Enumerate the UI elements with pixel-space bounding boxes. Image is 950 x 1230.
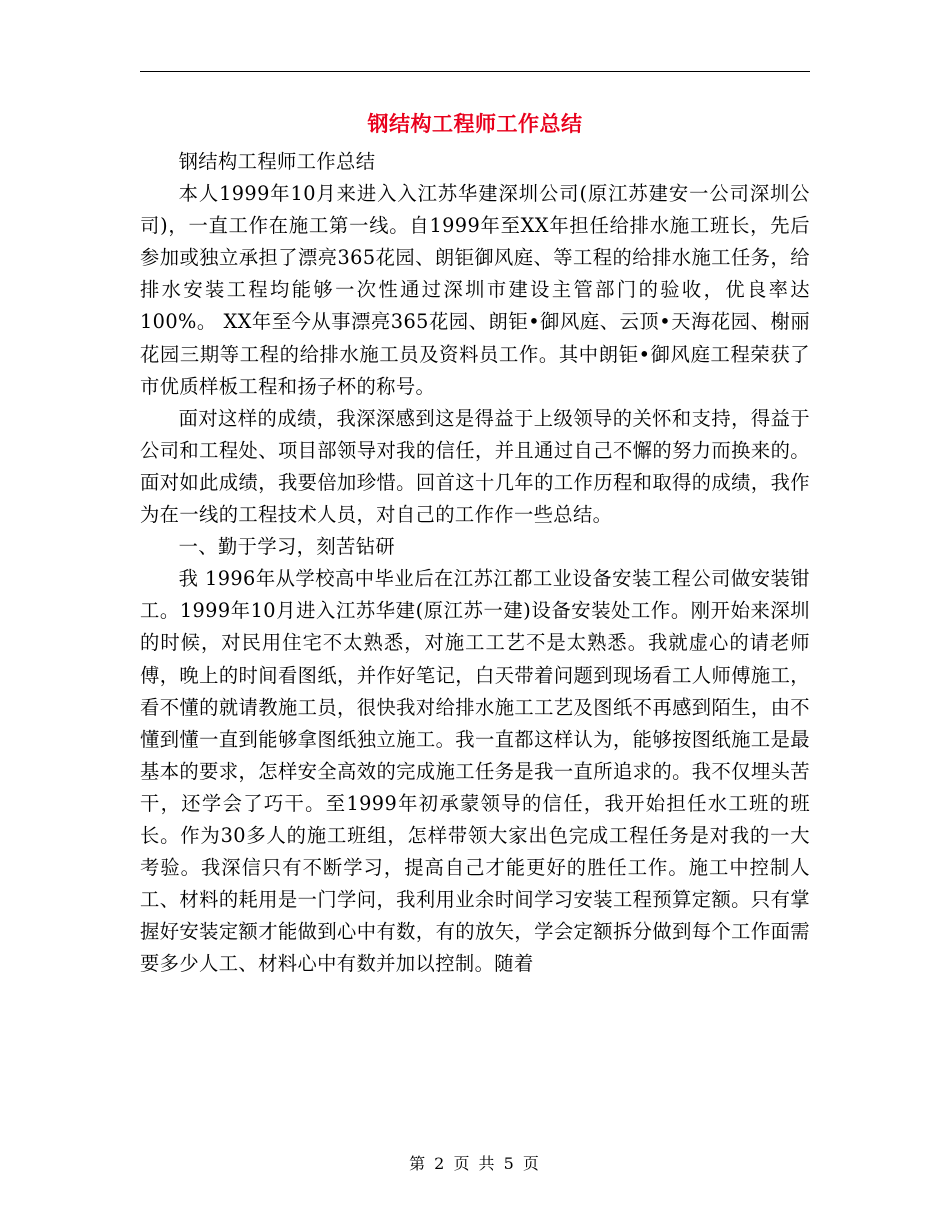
document-body — [140, 146, 810, 980]
paragraph-intro: 本人1999年10月来进入入江苏华建深圳公司(原江苏建安一公司深圳公司)，一直工作在施工第一线。自1999年至XX年担任给排水施工班长，先后参加或独立承担了漂亮365花园、朗钜御风庭、等工程的给排水施工任务，给排水安装工程均能够一次性通过深圳市建设主管部门的验收，优良率达100%。 XX年至今从事漂亮365花园、朗钜•御风庭、云顶•天海花园、榭丽花园三期等工程的给排水施工员及资料员工作。其中朗钜•御风庭工程荣获了市优质样板工程和扬子杯的称号。 — [140, 182, 810, 398]
paragraph-subtitle: 钢结构工程师工作总结 — [178, 150, 376, 173]
header-rule — [140, 71, 810, 72]
paragraph-achievements: 面对这样的成绩，我深深感到这是得益于上级领导的关怀和支持，得益于公司和工程处、项目部领导对我的信任，并且通过自己不懈的努力而换来的。面对如此成绩，我要倍加珍惜。回首这十几年的工作历程和取得的成绩，我作为在一线的工程技术人员，对自己的工作作一些总结。 — [140, 406, 810, 527]
page-number-footer: 第 2 页 共 5 页 — [409, 1154, 541, 1173]
paragraph-study: 我 1996年从学校高中毕业后在江苏江都工业设备安装工程公司做安装钳工。1999年10月进入江苏华建(原江苏一建)设备安装处工作。刚开始来深圳的时候，对民用住宅不太熟悉，对施工工艺不是太熟悉。我就虚心的请老师傅，晚上的时间看图纸，并作好笔记，白天带着问题到现场看工人师傅施工，看不懂的就请教施工员，很快我对给排水施工工艺及图纸不再感到陌生，由不懂到懂一直到能够拿图纸独立施工。我一直都这样认为，能够按图纸施工是最基本的要求，怎样安全高效的完成施工任务是我一直所追求的。我不仅埋头苦干，还学会了巧干。至1999年初承蒙领导的信任，我开始担任水工班的班长。作为30多人的施工班组，怎样带领大家出色完成工程任务是对我的一大考验。我深信只有不断学习，提高自己才能更好的胜任工作。施工中控制人工、材料的耗用是一门学问，我利用业余时间学习安装工程预算定额。只有掌握好安装定额才能做到心中有数，有的放矢，学会定额拆分做到每个工作面需要多少人工、材料心中有数并加以控制。随着 — [140, 567, 810, 976]
section-heading-1: 一、勤于学习，刻苦钻研 — [178, 535, 396, 559]
document-title: 钢结构工程师工作总结 — [367, 112, 583, 136]
